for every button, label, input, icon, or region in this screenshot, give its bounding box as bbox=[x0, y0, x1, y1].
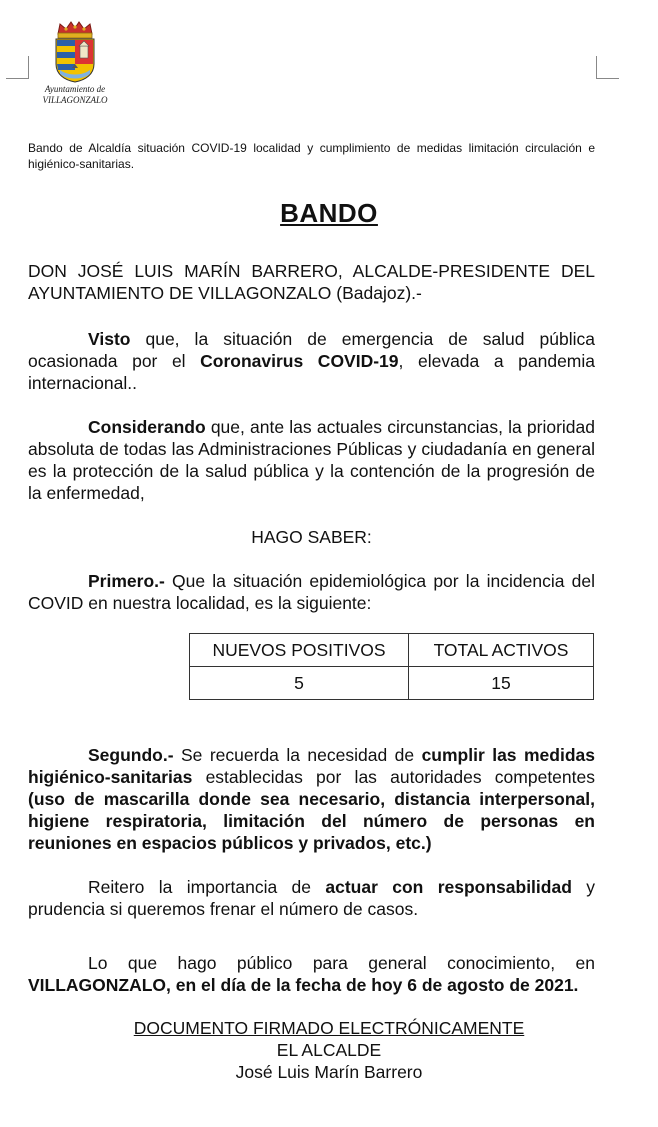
paragraph-visto bbox=[28, 328, 595, 394]
segundo-lead: Segundo.- bbox=[88, 745, 174, 765]
visto-lead: Visto bbox=[88, 329, 131, 349]
document-subject: Bando de Alcaldía situación COVID-19 localidad y cumplimiento de medidas limitación circulación e higiénico-sanitarias. bbox=[28, 141, 595, 171]
document-title: BANDO bbox=[280, 198, 378, 228]
official-heading: DON JOSÉ LUIS MARÍN BARRERO, ALCALDE-PRESIDENTE DEL AYUNTAMIENTO DE VILLAGONZALO (Badajoz).- bbox=[28, 261, 595, 303]
paragraph-closing bbox=[28, 952, 595, 996]
header-new-positives: NUEVOS POSITIVOS bbox=[190, 634, 409, 667]
segundo-strong-2: (uso de mascarilla donde sea necesario, distancia interpersonal, higiene respiratoria, limitación del número de personas en reuniones en espacios públicos y privados, etc.) bbox=[28, 789, 595, 853]
considerando-text: que, ante las actuales circunstancias, la prioridad absoluta de todas las Administraciones Públicas y ciudadanía en general es la protección de la salud pública y la contención de la progresión de la enfermedad, bbox=[28, 417, 595, 503]
segundo-text-2: establecidas por las autoridades competentes bbox=[192, 767, 595, 787]
visto-strong: Coronavirus COVID-19 bbox=[200, 351, 399, 371]
closing-strong: VILLAGONZALO, en el día de la fecha de hoy 6 de agosto de 2021. bbox=[28, 975, 579, 995]
crop-mark-left bbox=[6, 56, 29, 79]
signature-role: EL ALCALDE bbox=[276, 1040, 382, 1060]
primero-lead: Primero.- bbox=[88, 571, 165, 591]
reitero-text-2: y prudencia si queremos frenar el número de casos. bbox=[28, 877, 596, 919]
primero-text: Que la situación epidemiológica por la incidencia del COVID en nuestra localidad, es la siguiente: bbox=[28, 571, 595, 613]
signature-e-signed: DOCUMENTO FIRMADO ELECTRÓNICAMENTE bbox=[133, 1018, 525, 1038]
paragraph-considerando bbox=[28, 416, 595, 504]
logo-caption-line1: Ayuntamiento de bbox=[44, 84, 106, 94]
crop-mark-right bbox=[596, 56, 619, 79]
segundo-text-1: Se recuerda la necesidad de bbox=[173, 745, 422, 765]
reitero-text-1: Reitero la importancia de bbox=[88, 877, 326, 897]
paragraph-primero bbox=[28, 570, 595, 614]
table-row bbox=[190, 667, 594, 700]
visto-text-1: que, la situación de emergencia de salud pública ocasionada por el bbox=[28, 329, 595, 371]
coat-of-arms-icon bbox=[52, 20, 98, 84]
closing-text: Lo que hago público para general conocimiento, en bbox=[88, 953, 595, 973]
reitero-strong: actuar con responsabilidad bbox=[325, 877, 572, 897]
logo-caption-line2: VILLAGONZALO bbox=[42, 95, 108, 105]
paragraph-reitero bbox=[28, 876, 595, 920]
visto-text-2: , elevada a pandemia internacional.. bbox=[28, 351, 596, 393]
considerando-lead: Considerando bbox=[88, 417, 206, 437]
value-new-positives: 5 bbox=[190, 667, 409, 700]
paragraph-segundo bbox=[28, 744, 595, 854]
table-header-row bbox=[190, 634, 594, 667]
municipal-logo bbox=[30, 20, 120, 106]
segundo-strong-1: cumplir las medidas higiénico-sanitarias bbox=[28, 745, 595, 787]
hago-saber-heading: HAGO SABER: bbox=[251, 527, 372, 547]
value-total-active: 15 bbox=[409, 667, 594, 700]
covid-stats-table bbox=[189, 633, 594, 700]
signature-name: José Luis Marín Barrero bbox=[235, 1062, 423, 1082]
header-total-active: TOTAL ACTIVOS bbox=[409, 634, 594, 667]
